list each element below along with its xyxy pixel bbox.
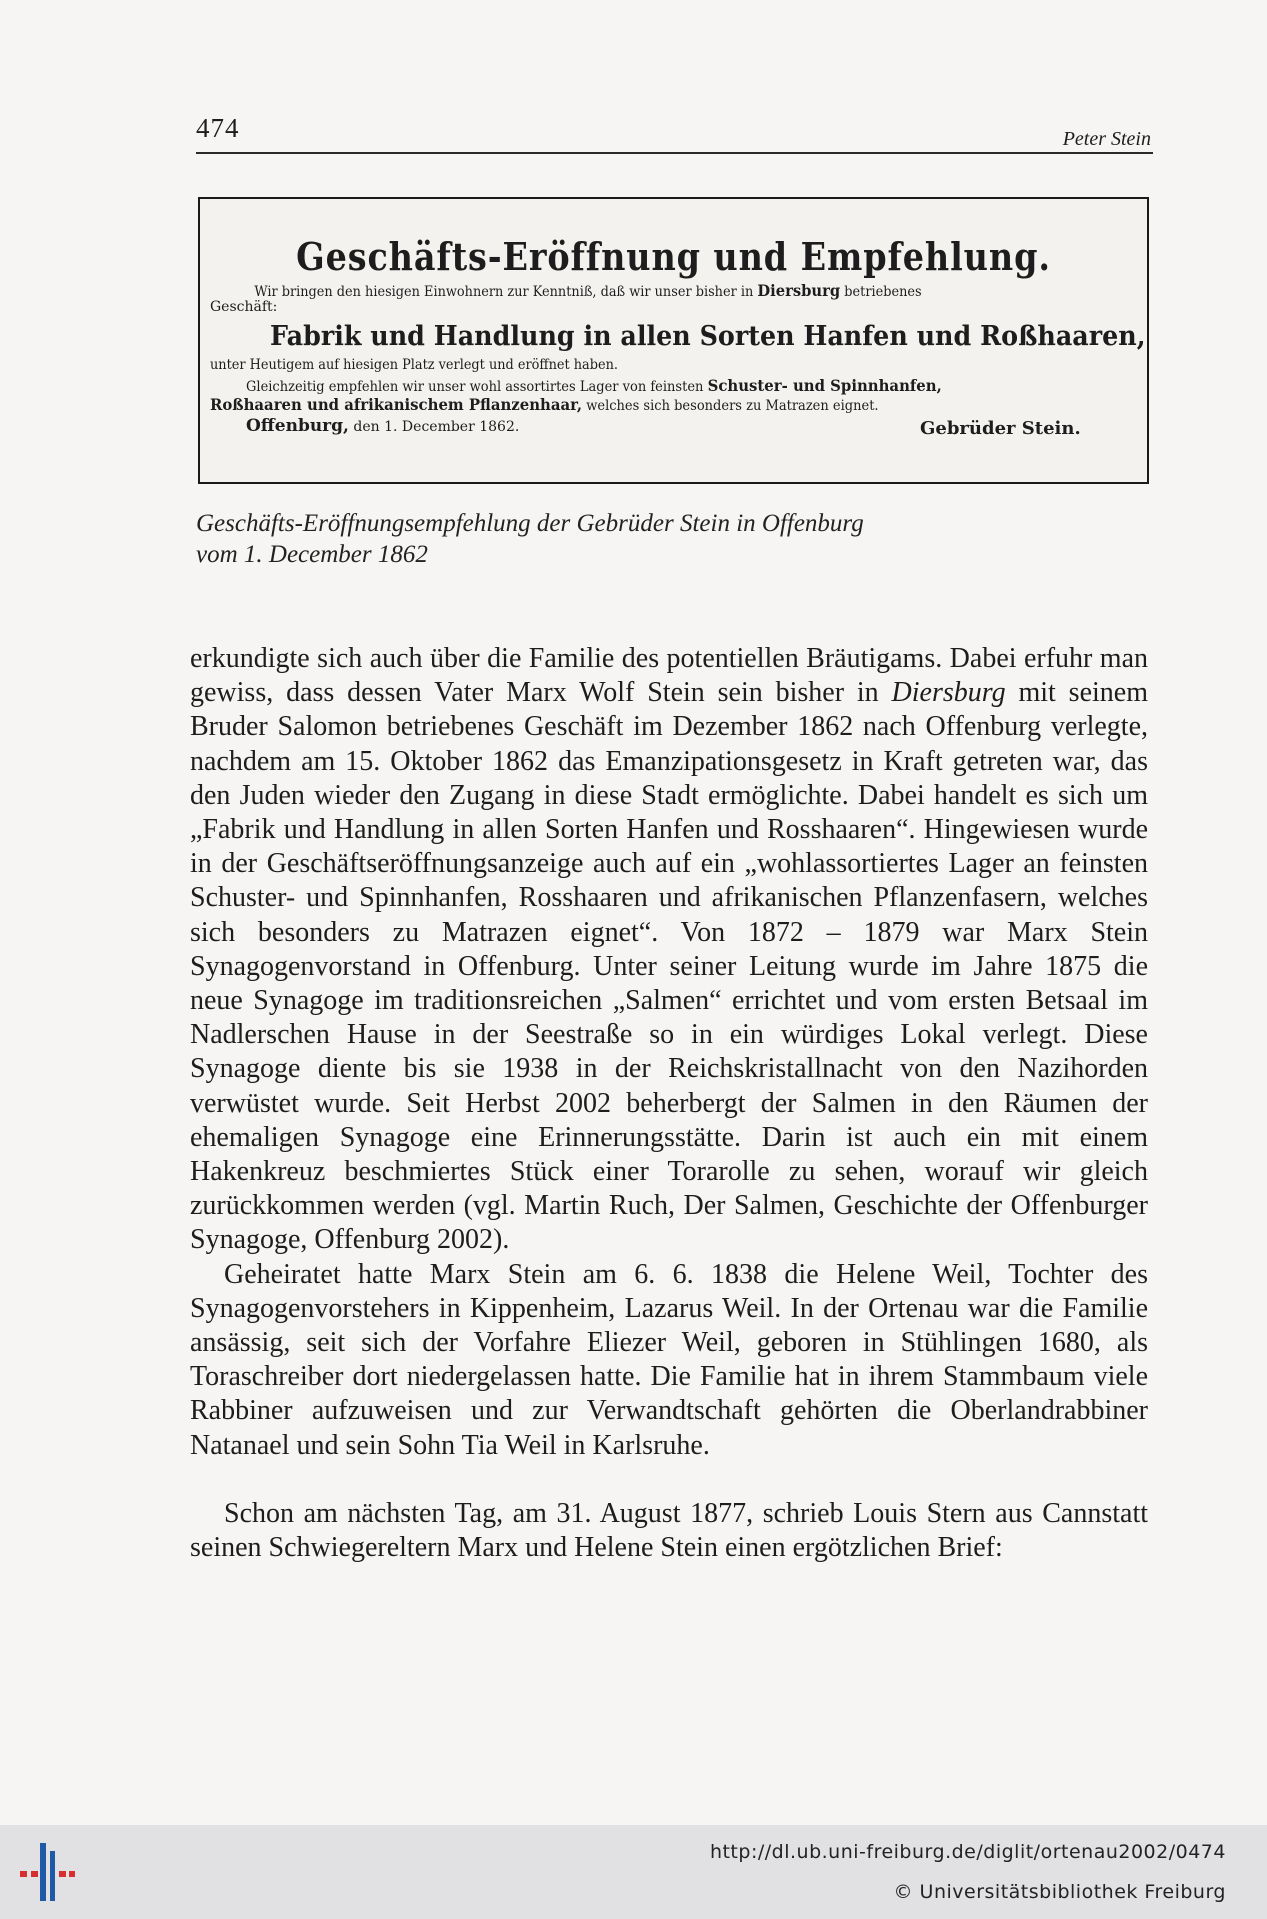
ad-line-5-text: Gleichzeitig empfehlen wir unser wohl assortirtes Lager von feinsten: [246, 379, 704, 395]
paragraph-1-start: erkundigte sich auch über die Familie des potentiellen Bräutigams. Dabei erfuhr man gewiss, dass dessen Vater Marx Wolf Stein sein bisher in: [190, 643, 1148, 709]
ad-line-2: Geschäft:: [210, 299, 278, 315]
paragraph-1: [190, 642, 1148, 1258]
ad-line-7-place: Offenburg,: [246, 416, 349, 436]
ad-line-7: [246, 416, 519, 436]
page-number: 474: [196, 113, 240, 143]
caption-line-1: Geschäfts-Eröffnungsempfehlung der Gebrüder Stein in Offenburg: [196, 510, 864, 537]
paragraph-1-rest: mit seinem Bruder Salomon betriebenes Geschäft im Dezember 1862 nach Offenburg verlegte, nachdem am 15. Oktober 1862 das Emanzipationsgesetz in Kraft getreten war, das den Juden wieder den Zugang in diese Stadt ermöglichte. Dabei handelt es sich um „Fabrik und Handlung in allen Sorten Hanfen und Rosshaaren“. Hingewiesen wurde in der Geschäftseröffnungsanzeige auch auf ein „wohlassortiertes Lager an feinsten Schuster- und Spinnhanfen, Rosshaaren und afrikanischen Pflanzenfasern, welches sich besonders zu Matrazen eignet“. Von 1872 – 1879 war Marx Stein Synagogenvorstand in Offenburg. Unter seiner Leitung wurde im Jahre 1875 die neue Synagoge im traditionsreichen „Salmen“ errichtet und vom ersten Betsaal im Nadlerschen Hause in der Seestraße so in ein würdiges Lokal verlegt. Diese Synagoge diente bis sie 1938 in der Reichskristallnacht von den Nazihorden verwüstet wurde. Seit Herbst 2002 beherbergt der Salmen in den Räumen der ehemaligen Synagoge eine Erinnerungsstätte. Darin ist auch ein mit einem Hakenkreuz beschmiertes Stück einer Torarolle zu sehen, worauf wir gleich zurückkommen werden (vgl. Martin Ruch, Der Salmen, Geschichte der Offenburger Synagoge, Offenburg 2002).: [190, 677, 1148, 1256]
ad-line-1-end: betriebenes: [844, 284, 922, 300]
copyright-notice: © Universitätsbibliothek Freiburg: [893, 1881, 1226, 1903]
figure-caption: [196, 508, 864, 570]
viewer-footer: [0, 1825, 1267, 1919]
advertisement-clipping: [198, 197, 1149, 484]
paragraph-2: Geheiratet hatte Marx Stein am 6. 6. 1838 die Helene Weil, Tochter des Synagogenvorstehers in Kippenheim, Lazarus Weil. In der Ortenau war die Familie ansässig, seit sich der Vorfahre Eliezer Weil, geboren in Stühlingen 1680, als Toraschreiber dort niedergelassen hatte. Die Familie hat in ihrem Stammbaum viele Rabbiner aufzuweisen und zur Verwandtschaft gehörten die Oberlandrabbiner Natanael und sein Sohn Tia Weil in Karlsruhe.: [190, 1258, 1148, 1461]
caption-line-2: vom 1. December 1862: [196, 541, 428, 568]
ad-line-4: unter Heutigem auf hiesigen Platz verlegt und eröffnet haben.: [210, 357, 618, 373]
header-rule: [196, 152, 1153, 154]
running-head-author: Peter Stein: [1062, 128, 1151, 150]
ad-line-5-bold: Schuster- und Spinnhanfen,: [707, 376, 942, 395]
ad-signature: Gebrüder Stein.: [920, 418, 1081, 439]
ad-line-5: [246, 376, 942, 395]
ad-line-7-date: den 1. December 1862.: [353, 419, 520, 435]
ad-line-1-place: Diersburg: [757, 281, 841, 300]
ad-line-3: Fabrik und Handlung in allen Sorten Hanfen und Roßhaaren,: [270, 321, 1146, 352]
body-text: [190, 642, 1148, 1565]
ad-line-1-text: Wir bringen den hiesigen Einwohnern zur Kenntniß, daß wir unser bisher in: [254, 284, 754, 300]
permalink-url[interactable]: http://dl.ub.uni-freiburg.de/diglit/ortenau2002/0474: [709, 1841, 1226, 1863]
paragraph-3: Schon am nächsten Tag, am 31. August 1877, schrieb Louis Stern aus Cannstatt seinen Schwiegereltern Marx und Helene Stein einen ergötzlichen Brief:: [190, 1497, 1148, 1564]
ad-line-6-bold: Roßhaaren und afrikanischem Pflanzenhaar,: [210, 395, 583, 414]
ad-line-6-text: welches sich besonders zu Matrazen eignet.: [586, 398, 879, 414]
advertisement-title: Geschäfts-Eröffnung und Empfehlung.: [296, 234, 1051, 279]
ad-line-1: [212, 281, 922, 300]
ad-line-6: [210, 395, 879, 414]
paragraph-1-emphasis: Diersburg: [891, 677, 1006, 709]
university-library-logo-icon: [15, 1841, 79, 1903]
